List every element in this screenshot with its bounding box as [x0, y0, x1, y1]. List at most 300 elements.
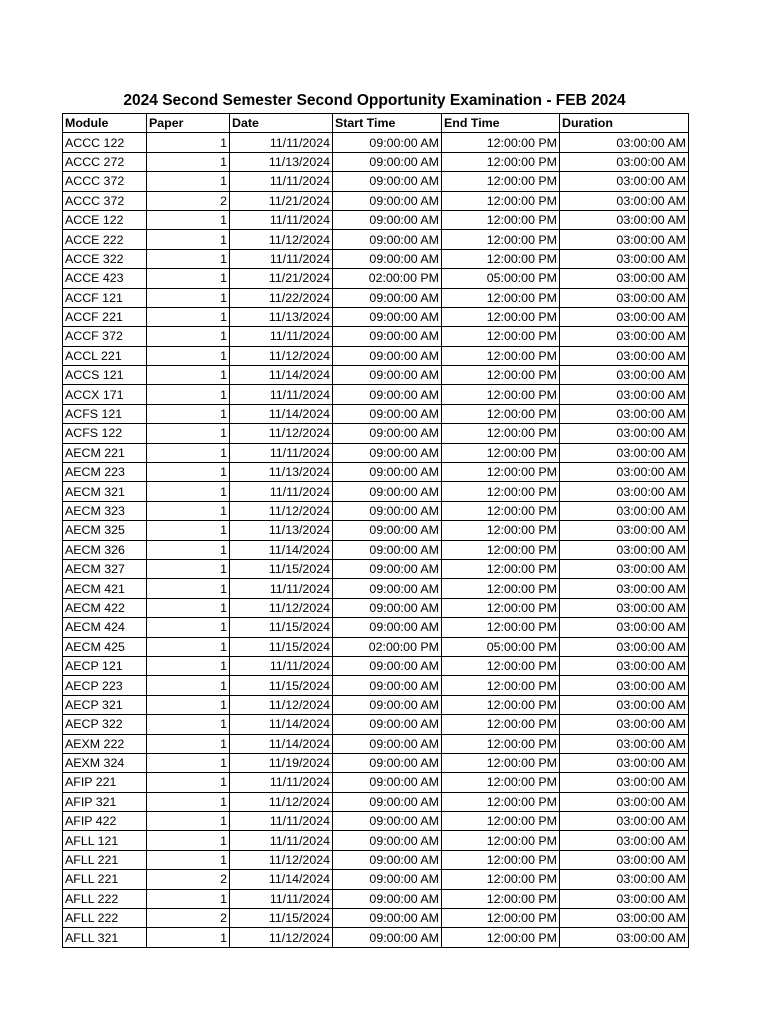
cell-duration: 03:00:00 AM: [560, 249, 689, 268]
cell-duration: 03:00:00 AM: [560, 656, 689, 675]
table-row: [63, 346, 689, 365]
cell-start-time: 09:00:00 AM: [333, 695, 442, 714]
cell-module: AECM 424: [63, 618, 147, 637]
cell-paper: 1: [147, 501, 230, 520]
cell-start-time: 09:00:00 AM: [333, 327, 442, 346]
cell-date: 11/12/2024: [230, 501, 333, 520]
cell-paper: 1: [147, 773, 230, 792]
table-row: [63, 133, 689, 152]
cell-duration: 03:00:00 AM: [560, 598, 689, 617]
cell-date: 11/11/2024: [230, 385, 333, 404]
cell-duration: 03:00:00 AM: [560, 637, 689, 656]
cell-end-time: 12:00:00 PM: [442, 792, 560, 811]
cell-start-time: 09:00:00 AM: [333, 152, 442, 171]
cell-module: ACCL 221: [63, 346, 147, 365]
cell-start-time: 09:00:00 AM: [333, 385, 442, 404]
cell-module: ACCF 221: [63, 307, 147, 326]
cell-paper: 1: [147, 385, 230, 404]
table-row: [63, 715, 689, 734]
cell-end-time: 05:00:00 PM: [442, 637, 560, 656]
cell-start-time: 09:00:00 AM: [333, 734, 442, 753]
cell-start-time: 09:00:00 AM: [333, 579, 442, 598]
cell-module: AECP 223: [63, 676, 147, 695]
cell-module: ACCF 372: [63, 327, 147, 346]
cell-paper: 1: [147, 734, 230, 753]
table-row: [63, 734, 689, 753]
cell-module: AFLL 121: [63, 831, 147, 850]
cell-date: 11/21/2024: [230, 191, 333, 210]
cell-date: 11/11/2024: [230, 656, 333, 675]
cell-paper: 1: [147, 618, 230, 637]
cell-date: 11/22/2024: [230, 288, 333, 307]
cell-start-time: 02:00:00 PM: [333, 637, 442, 656]
cell-start-time: 09:00:00 AM: [333, 812, 442, 831]
cell-paper: 1: [147, 579, 230, 598]
cell-module: AECM 425: [63, 637, 147, 656]
cell-duration: 03:00:00 AM: [560, 172, 689, 191]
cell-duration: 03:00:00 AM: [560, 909, 689, 928]
cell-start-time: 09:00:00 AM: [333, 792, 442, 811]
cell-paper: 1: [147, 249, 230, 268]
cell-date: 11/15/2024: [230, 909, 333, 928]
cell-end-time: 12:00:00 PM: [442, 753, 560, 772]
cell-module: AECM 422: [63, 598, 147, 617]
table-row: [63, 812, 689, 831]
cell-end-time: 12:00:00 PM: [442, 191, 560, 210]
cell-end-time: 12:00:00 PM: [442, 307, 560, 326]
cell-date: 11/12/2024: [230, 928, 333, 947]
cell-end-time: 12:00:00 PM: [442, 909, 560, 928]
cell-module: AECM 321: [63, 482, 147, 501]
table-row: [63, 831, 689, 850]
table-row: [63, 773, 689, 792]
cell-module: ACCF 121: [63, 288, 147, 307]
cell-duration: 03:00:00 AM: [560, 191, 689, 210]
cell-date: 11/14/2024: [230, 715, 333, 734]
cell-paper: 1: [147, 172, 230, 191]
cell-start-time: 09:00:00 AM: [333, 346, 442, 365]
cell-start-time: 09:00:00 AM: [333, 482, 442, 501]
cell-date: 11/12/2024: [230, 695, 333, 714]
cell-start-time: 09:00:00 AM: [333, 618, 442, 637]
cell-module: ACCE 322: [63, 249, 147, 268]
table-row: [63, 850, 689, 869]
cell-duration: 03:00:00 AM: [560, 734, 689, 753]
cell-duration: 03:00:00 AM: [560, 482, 689, 501]
cell-start-time: 02:00:00 PM: [333, 269, 442, 288]
cell-start-time: 09:00:00 AM: [333, 443, 442, 462]
cell-date: 11/12/2024: [230, 346, 333, 365]
cell-start-time: 09:00:00 AM: [333, 404, 442, 423]
cell-end-time: 12:00:00 PM: [442, 734, 560, 753]
cell-duration: 03:00:00 AM: [560, 559, 689, 578]
cell-end-time: 12:00:00 PM: [442, 327, 560, 346]
cell-paper: 2: [147, 870, 230, 889]
table-row: [63, 928, 689, 947]
cell-start-time: 09:00:00 AM: [333, 249, 442, 268]
cell-module: ACCC 372: [63, 172, 147, 191]
cell-duration: 03:00:00 AM: [560, 831, 689, 850]
cell-duration: 03:00:00 AM: [560, 346, 689, 365]
cell-end-time: 12:00:00 PM: [442, 579, 560, 598]
table-row: [63, 792, 689, 811]
cell-end-time: 12:00:00 PM: [442, 521, 560, 540]
cell-date: 11/13/2024: [230, 152, 333, 171]
cell-date: 11/11/2024: [230, 831, 333, 850]
cell-duration: 03:00:00 AM: [560, 870, 689, 889]
cell-duration: 03:00:00 AM: [560, 152, 689, 171]
table-row: [63, 288, 689, 307]
cell-duration: 03:00:00 AM: [560, 366, 689, 385]
table-row: [63, 191, 689, 210]
cell-end-time: 12:00:00 PM: [442, 133, 560, 152]
header-paper: Paper: [147, 114, 230, 133]
cell-end-time: 12:00:00 PM: [442, 249, 560, 268]
cell-start-time: 09:00:00 AM: [333, 191, 442, 210]
cell-date: 11/14/2024: [230, 540, 333, 559]
cell-date: 11/21/2024: [230, 269, 333, 288]
cell-duration: 03:00:00 AM: [560, 889, 689, 908]
cell-start-time: 09:00:00 AM: [333, 172, 442, 191]
cell-module: AEXM 222: [63, 734, 147, 753]
cell-end-time: 12:00:00 PM: [442, 656, 560, 675]
cell-date: 11/12/2024: [230, 230, 333, 249]
cell-module: AFLL 321: [63, 928, 147, 947]
cell-paper: 1: [147, 210, 230, 229]
cell-end-time: 12:00:00 PM: [442, 482, 560, 501]
cell-paper: 1: [147, 307, 230, 326]
cell-date: 11/12/2024: [230, 424, 333, 443]
cell-duration: 03:00:00 AM: [560, 210, 689, 229]
table-row: [63, 540, 689, 559]
cell-start-time: 09:00:00 AM: [333, 850, 442, 869]
cell-start-time: 09:00:00 AM: [333, 540, 442, 559]
cell-end-time: 12:00:00 PM: [442, 366, 560, 385]
table-row: [63, 404, 689, 423]
cell-end-time: 12:00:00 PM: [442, 676, 560, 695]
table-row: [63, 482, 689, 501]
cell-duration: 03:00:00 AM: [560, 676, 689, 695]
table-row: [63, 637, 689, 656]
cell-module: ACFS 122: [63, 424, 147, 443]
cell-date: 11/11/2024: [230, 249, 333, 268]
cell-duration: 03:00:00 AM: [560, 753, 689, 772]
table-row: [63, 501, 689, 520]
cell-end-time: 12:00:00 PM: [442, 230, 560, 249]
cell-module: AECM 421: [63, 579, 147, 598]
cell-end-time: 12:00:00 PM: [442, 889, 560, 908]
cell-paper: 1: [147, 288, 230, 307]
cell-module: AECM 323: [63, 501, 147, 520]
cell-paper: 1: [147, 889, 230, 908]
table-row: [63, 889, 689, 908]
table-row: [63, 618, 689, 637]
cell-paper: 1: [147, 133, 230, 152]
cell-paper: 1: [147, 152, 230, 171]
cell-duration: 03:00:00 AM: [560, 521, 689, 540]
cell-duration: 03:00:00 AM: [560, 928, 689, 947]
cell-end-time: 12:00:00 PM: [442, 831, 560, 850]
cell-date: 11/12/2024: [230, 850, 333, 869]
header-start-time: Start Time: [333, 114, 442, 133]
cell-module: AECM 326: [63, 540, 147, 559]
cell-module: AECM 223: [63, 463, 147, 482]
cell-date: 11/11/2024: [230, 889, 333, 908]
table-body: [63, 133, 689, 947]
table-row: [63, 230, 689, 249]
cell-duration: 03:00:00 AM: [560, 404, 689, 423]
cell-module: AECM 327: [63, 559, 147, 578]
cell-end-time: 12:00:00 PM: [442, 559, 560, 578]
cell-paper: 1: [147, 540, 230, 559]
cell-paper: 2: [147, 191, 230, 210]
header-row: [63, 114, 689, 133]
header-duration: Duration: [560, 114, 689, 133]
cell-duration: 03:00:00 AM: [560, 133, 689, 152]
cell-end-time: 12:00:00 PM: [442, 172, 560, 191]
table-row: [63, 463, 689, 482]
cell-module: AECP 121: [63, 656, 147, 675]
cell-paper: 1: [147, 928, 230, 947]
table-row: [63, 366, 689, 385]
cell-end-time: 12:00:00 PM: [442, 618, 560, 637]
header-module: Module: [63, 114, 147, 133]
cell-start-time: 09:00:00 AM: [333, 598, 442, 617]
cell-end-time: 12:00:00 PM: [442, 404, 560, 423]
cell-start-time: 09:00:00 AM: [333, 366, 442, 385]
cell-module: AECM 325: [63, 521, 147, 540]
cell-duration: 03:00:00 AM: [560, 443, 689, 462]
cell-start-time: 09:00:00 AM: [333, 909, 442, 928]
table-row: [63, 559, 689, 578]
cell-end-time: 12:00:00 PM: [442, 463, 560, 482]
cell-start-time: 09:00:00 AM: [333, 715, 442, 734]
cell-date: 11/15/2024: [230, 618, 333, 637]
cell-date: 11/13/2024: [230, 307, 333, 326]
cell-duration: 03:00:00 AM: [560, 269, 689, 288]
cell-end-time: 12:00:00 PM: [442, 850, 560, 869]
cell-end-time: 12:00:00 PM: [442, 288, 560, 307]
cell-start-time: 09:00:00 AM: [333, 753, 442, 772]
header-end-time: End Time: [442, 114, 560, 133]
cell-module: AEXM 324: [63, 753, 147, 772]
cell-date: 11/11/2024: [230, 210, 333, 229]
table-row: [63, 676, 689, 695]
table-row: [63, 307, 689, 326]
cell-end-time: 12:00:00 PM: [442, 870, 560, 889]
cell-end-time: 12:00:00 PM: [442, 695, 560, 714]
cell-end-time: 05:00:00 PM: [442, 269, 560, 288]
cell-paper: 1: [147, 269, 230, 288]
cell-duration: 03:00:00 AM: [560, 812, 689, 831]
cell-module: AECP 322: [63, 715, 147, 734]
cell-end-time: 12:00:00 PM: [442, 715, 560, 734]
table-row: [63, 424, 689, 443]
cell-duration: 03:00:00 AM: [560, 618, 689, 637]
cell-date: 11/11/2024: [230, 579, 333, 598]
cell-paper: 1: [147, 404, 230, 423]
cell-duration: 03:00:00 AM: [560, 579, 689, 598]
table-row: [63, 385, 689, 404]
cell-module: AFLL 222: [63, 889, 147, 908]
cell-duration: 03:00:00 AM: [560, 501, 689, 520]
cell-duration: 03:00:00 AM: [560, 715, 689, 734]
table-row: [63, 327, 689, 346]
cell-end-time: 12:00:00 PM: [442, 928, 560, 947]
cell-duration: 03:00:00 AM: [560, 288, 689, 307]
cell-start-time: 09:00:00 AM: [333, 870, 442, 889]
cell-end-time: 12:00:00 PM: [442, 443, 560, 462]
cell-end-time: 12:00:00 PM: [442, 773, 560, 792]
cell-paper: 1: [147, 463, 230, 482]
cell-start-time: 09:00:00 AM: [333, 307, 442, 326]
cell-duration: 03:00:00 AM: [560, 327, 689, 346]
cell-paper: 1: [147, 327, 230, 346]
cell-end-time: 12:00:00 PM: [442, 210, 560, 229]
cell-start-time: 09:00:00 AM: [333, 559, 442, 578]
cell-paper: 1: [147, 366, 230, 385]
cell-end-time: 12:00:00 PM: [442, 598, 560, 617]
cell-module: ACCE 122: [63, 210, 147, 229]
cell-date: 11/14/2024: [230, 366, 333, 385]
cell-end-time: 12:00:00 PM: [442, 385, 560, 404]
cell-paper: 1: [147, 753, 230, 772]
table-row: [63, 598, 689, 617]
cell-module: AFIP 221: [63, 773, 147, 792]
cell-module: AECP 321: [63, 695, 147, 714]
cell-date: 11/12/2024: [230, 792, 333, 811]
cell-paper: 1: [147, 482, 230, 501]
cell-date: 11/11/2024: [230, 133, 333, 152]
cell-paper: 1: [147, 676, 230, 695]
cell-module: ACCC 122: [63, 133, 147, 152]
cell-start-time: 09:00:00 AM: [333, 676, 442, 695]
cell-start-time: 09:00:00 AM: [333, 210, 442, 229]
table-row: [63, 443, 689, 462]
cell-date: 11/14/2024: [230, 734, 333, 753]
cell-date: 11/11/2024: [230, 327, 333, 346]
cell-paper: 1: [147, 812, 230, 831]
cell-date: 11/15/2024: [230, 559, 333, 578]
cell-duration: 03:00:00 AM: [560, 850, 689, 869]
cell-paper: 1: [147, 695, 230, 714]
cell-duration: 03:00:00 AM: [560, 463, 689, 482]
table-row: [63, 152, 689, 171]
cell-module: ACCE 222: [63, 230, 147, 249]
cell-module: ACCX 171: [63, 385, 147, 404]
table-row: [63, 753, 689, 772]
cell-paper: 1: [147, 850, 230, 869]
cell-end-time: 12:00:00 PM: [442, 424, 560, 443]
cell-module: ACCE 423: [63, 269, 147, 288]
cell-module: AFLL 221: [63, 850, 147, 869]
cell-duration: 03:00:00 AM: [560, 695, 689, 714]
cell-start-time: 09:00:00 AM: [333, 501, 442, 520]
cell-end-time: 12:00:00 PM: [442, 501, 560, 520]
cell-paper: 1: [147, 598, 230, 617]
cell-paper: 1: [147, 637, 230, 656]
cell-date: 11/19/2024: [230, 753, 333, 772]
cell-paper: 1: [147, 715, 230, 734]
cell-module: AFIP 321: [63, 792, 147, 811]
cell-date: 11/15/2024: [230, 676, 333, 695]
cell-start-time: 09:00:00 AM: [333, 889, 442, 908]
cell-date: 11/13/2024: [230, 463, 333, 482]
cell-paper: 1: [147, 559, 230, 578]
cell-start-time: 09:00:00 AM: [333, 831, 442, 850]
cell-duration: 03:00:00 AM: [560, 385, 689, 404]
cell-paper: 1: [147, 831, 230, 850]
cell-start-time: 09:00:00 AM: [333, 521, 442, 540]
table-row: [63, 695, 689, 714]
cell-end-time: 12:00:00 PM: [442, 812, 560, 831]
cell-date: 11/11/2024: [230, 482, 333, 501]
cell-paper: 1: [147, 792, 230, 811]
page-title: 2024 Second Semester Second Opportunity Examination - FEB 2024: [123, 92, 626, 109]
cell-start-time: 09:00:00 AM: [333, 463, 442, 482]
cell-module: AFLL 222: [63, 909, 147, 928]
cell-date: 11/14/2024: [230, 404, 333, 423]
cell-date: 11/11/2024: [230, 443, 333, 462]
cell-module: ACCC 272: [63, 152, 147, 171]
table-row: [63, 249, 689, 268]
cell-date: 11/12/2024: [230, 598, 333, 617]
exam-schedule-table: [62, 113, 689, 948]
cell-module: ACFS 121: [63, 404, 147, 423]
cell-module: AFIP 422: [63, 812, 147, 831]
cell-paper: 1: [147, 346, 230, 365]
cell-module: ACCC 372: [63, 191, 147, 210]
cell-start-time: 09:00:00 AM: [333, 656, 442, 675]
table-row: [63, 172, 689, 191]
cell-module: AFLL 221: [63, 870, 147, 889]
cell-end-time: 12:00:00 PM: [442, 346, 560, 365]
table-row: [63, 521, 689, 540]
cell-date: 11/15/2024: [230, 637, 333, 656]
cell-duration: 03:00:00 AM: [560, 307, 689, 326]
table-row: [63, 579, 689, 598]
cell-end-time: 12:00:00 PM: [442, 152, 560, 171]
cell-paper: 1: [147, 230, 230, 249]
cell-date: 11/14/2024: [230, 870, 333, 889]
cell-paper: 1: [147, 443, 230, 462]
cell-duration: 03:00:00 AM: [560, 230, 689, 249]
cell-paper: 1: [147, 521, 230, 540]
cell-start-time: 09:00:00 AM: [333, 230, 442, 249]
cell-date: 11/11/2024: [230, 172, 333, 191]
cell-start-time: 09:00:00 AM: [333, 133, 442, 152]
cell-duration: 03:00:00 AM: [560, 424, 689, 443]
header-date: Date: [230, 114, 333, 133]
table-row: [63, 210, 689, 229]
cell-start-time: 09:00:00 AM: [333, 288, 442, 307]
cell-module: AECM 221: [63, 443, 147, 462]
cell-paper: 2: [147, 909, 230, 928]
table-row: [63, 870, 689, 889]
cell-duration: 03:00:00 AM: [560, 540, 689, 559]
cell-module: ACCS 121: [63, 366, 147, 385]
cell-date: 11/11/2024: [230, 773, 333, 792]
cell-date: 11/11/2024: [230, 812, 333, 831]
table-row: [63, 656, 689, 675]
cell-paper: 1: [147, 656, 230, 675]
cell-paper: 1: [147, 424, 230, 443]
cell-duration: 03:00:00 AM: [560, 792, 689, 811]
table-row: [63, 269, 689, 288]
cell-end-time: 12:00:00 PM: [442, 540, 560, 559]
cell-date: 11/13/2024: [230, 521, 333, 540]
cell-start-time: 09:00:00 AM: [333, 424, 442, 443]
